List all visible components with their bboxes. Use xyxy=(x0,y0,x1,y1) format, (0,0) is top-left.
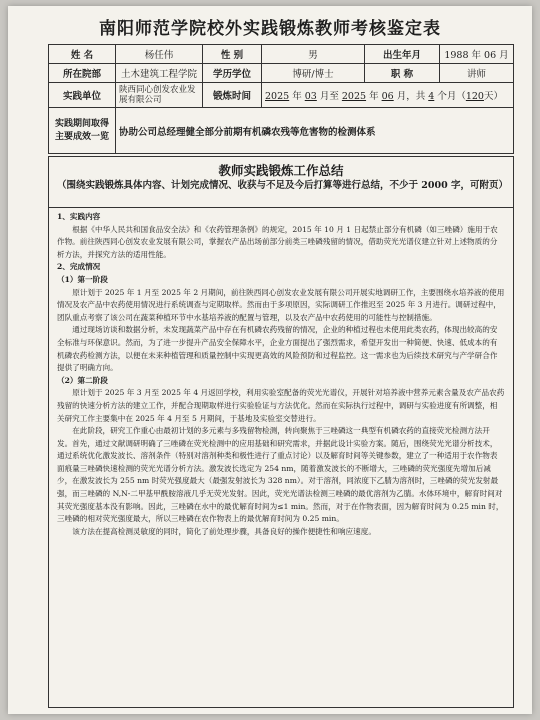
title-value: 讲师 xyxy=(440,64,514,83)
time-month-end: 06 xyxy=(381,91,394,102)
time-year-start: 2025 xyxy=(265,91,290,102)
summary-value: 协助公司总经理健全部分前期有机磷农残等危害物的检测体系 xyxy=(116,108,514,154)
body-paragraph: 该方法在提高检测灵敏度的同时，简化了前处理步骤，具备良好的操作便捷性和响应速度。 xyxy=(72,526,376,536)
time-label: 锻炼时间 xyxy=(203,83,262,108)
time-year-end: 2025 xyxy=(341,91,367,102)
section-heading: 2、完成情况 xyxy=(57,262,101,272)
summary-label: 实践期间取得主要成效一览 xyxy=(49,108,116,154)
dept-value: 土木建筑工程学院 xyxy=(116,64,203,83)
title-label: 职 称 xyxy=(365,64,440,83)
body-paragraph: 通过现场访谈和数据分析，未发现蔬菜产品中存在有机磷农药残留的情况，企业的种植过程也未使用此类农药，体现出较高的安全标准与环保意识。然而，为了进一步提升产品安全保障水平，企业方面提出了强烈需求，希望开发出一种简便、快速、低成本的有机磷农药检测方法，以便在未来种植管理和质量控制中实现更高效的风险预防和过程监控。这一需求也为后续技术研究与产学研合作提供了明确方向。 xyxy=(57,325,498,373)
degree-value: 博研/博士 xyxy=(262,64,365,83)
time-months: 4 xyxy=(428,91,435,102)
gender-label: 性 别 xyxy=(203,45,262,64)
birth-value: 1988 年 06 月 xyxy=(440,45,514,64)
time-month-start: 03 xyxy=(304,91,317,102)
gender-value: 男 xyxy=(262,45,365,64)
body-paragraph: 原计划于 2025 年 3 月至 2025 年 4 月返回学校，利用实验室配备的荧光光谱仪，开展针对培养液中营养元素含量及农产品农药残留的快速分析方法的建立工作，并配合现期取样进行实验验证与方法优化。然而在实际执行过程中，调研与实验进度有所调整，相关研究工作主要集中在 2025 年 4 月至 5 月期间，于基地及实验室交替进行。 xyxy=(57,388,505,423)
section-heading: 1、实践内容 xyxy=(57,212,101,221)
name-value: 杨任伟 xyxy=(116,45,203,64)
box-title: 教师实践锻炼工作总结 xyxy=(218,163,344,178)
unit-label: 实践单位 xyxy=(49,83,116,108)
time-days: 120 xyxy=(465,91,484,102)
body-paragraph: 在此阶段，研究工作重心由最初计划的多元素与多残留物检测，转向聚焦于三唑磷这一典型有机磷农药的直接荧光检测方法开发。首先，通过文献调研明确了三唑磷在荧光检测中的应用基础和研究需求，并据此设计实验方案。随后，围绕荧光光谱分析技术，通过系统优化激发波长、溶剂条件（特别对溶剂种类和极性进行了重点讨论）以及解育时间等关键参数，建立了一种适用于农作物表面痕量三唑磷快速检测的荧光光谱分析方法。激发波长选定为 254 nm，随着激发波长的不断增大，三唑磷的荧光强度先增加后减少，在激发波长为 255 nm 时荧光强度最大（最强发射波长为 328 nm）。对于溶剂，同浓度下乙腈为溶剂时，三唑磷的荧光发射最强，而三唑磷的 N,N-二甲基甲酰胺溶液几乎无荧光发射。因此，荧光光谱法检测三唑磷的最优溶剂为乙腈。水体环境中，解育时间对其荧光强度基本没有影响。因此，三唑磷在水中的最优解育时间为≤1 min。然而，对于在作物表面，因为解育时间为 0.25 min 时，三唑磷的相对荧光强度最大，所以三唑磷在农作物表上的最优解育时间为 0.25 min。 xyxy=(57,426,504,524)
info-table xyxy=(48,44,514,154)
body-paragraph: 根据《中华人民共和国食品安全法》和《农药管理条例》的规定，2015 年 10 月 1 日起禁止部分有机磷（如三唑磷）施用于农作物。前往陕西同心创发农业发展有限公司，掌握农产品出场前部分前类三唑磷残留的情况，借助荧光光谱仪建立针对上述物质的分析方法，并探究方法的适用性能。 xyxy=(57,224,498,259)
name-label: 姓 名 xyxy=(49,45,116,64)
document-sheet xyxy=(8,6,532,714)
body-paragraph: 原计划于 2025 年 1 月至 2025 年 2 月期间，前往陕西同心创发农业发展有限公司开展实地调研工作，主要围绕水培养液的使用情况及农产品中农药使用情况进行系统调查与定期取样。然而由于多项原因，实际调研工作推迟至 2025 年 3 月进行。调研过程中，团队重点考察了该公司在蔬菜种植环节中水基培养液的配置与管理，以及农产品中农药使用的可能性与控制措施。 xyxy=(57,287,505,322)
document-title: 南阳师范学院校外实践锻炼教师考核鉴定表 xyxy=(99,19,441,39)
unit-value: 陕西同心创发农业发展有限公司 xyxy=(116,83,203,108)
time-value: 2025 年 03 月至 2025 年 06 月，共 4 个月（120天） xyxy=(262,83,514,108)
degree-label: 学历学位 xyxy=(203,64,262,83)
summary-content xyxy=(57,211,505,538)
dept-label: 所在院部 xyxy=(49,64,116,83)
summary-box xyxy=(48,156,514,708)
section-heading: （2）第二阶段 xyxy=(57,375,108,385)
section-heading: （1）第一阶段 xyxy=(57,274,108,284)
birth-label: 出生年月 xyxy=(365,45,440,64)
box-note: （围绕实践锻炼具体内容、计划完成情况、收获与不足及今后打算等进行总结，不少于 2000 字，可附页） xyxy=(57,180,509,191)
divider xyxy=(49,207,513,208)
